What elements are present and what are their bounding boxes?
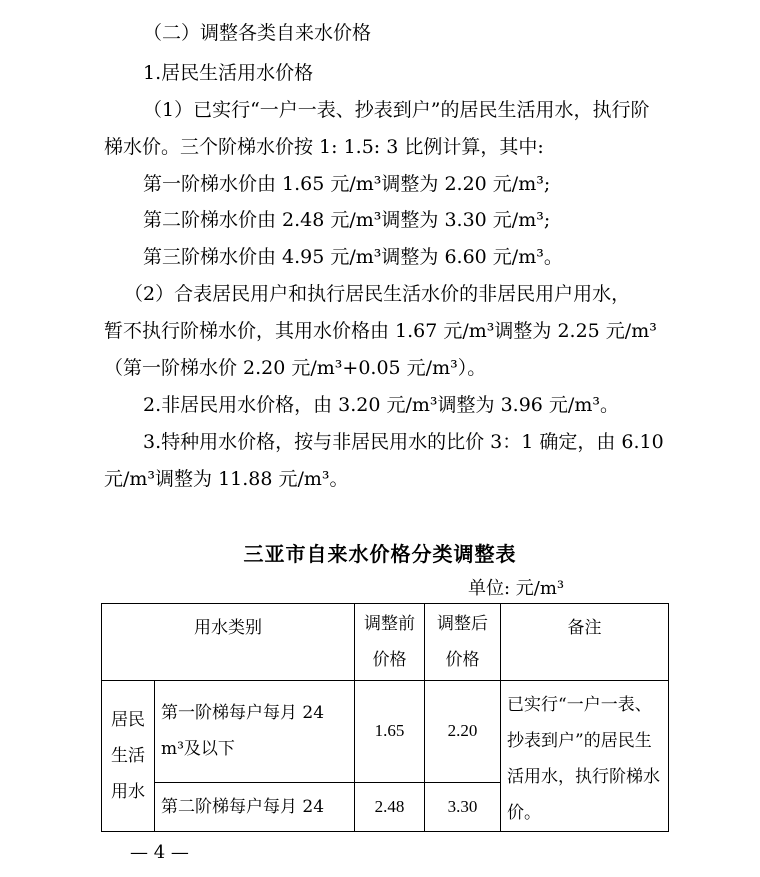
item2-nonresidential: 2.非居民用水价格，由 3.20 元/m³调整为 3.96 元/m³。 [143, 394, 619, 416]
row1-category: 第一阶梯每户每月 24 m³及以下 [155, 681, 355, 783]
paragraph1-line2: 梯水价。三个阶梯水价按 1: 1.5: 3 比例计算，其中: [104, 136, 544, 158]
tier2-price: 第二阶梯水价由 2.48 元/m³调整为 3.30 元/m³; [143, 209, 551, 231]
row2-before: 2.48 [355, 782, 425, 831]
table-title: 三亚市自来水价格分类调整表 [243, 542, 517, 566]
tier3-price: 第三阶梯水价由 4.95 元/m³调整为 6.60 元/m³。 [143, 246, 563, 268]
paragraph1-line1: （1）已实行“一户一表、抄表到户”的居民生活用水，执行阶 [143, 99, 650, 121]
table-row [102, 681, 669, 783]
section-heading: （二）调整各类自来水价格 [143, 22, 372, 44]
paragraph2-line2: 暂不执行阶梯水价，其用水价格由 1.67 元/m³调整为 2.25 元/m³ [104, 320, 657, 342]
row1-after: 2.20 [425, 681, 501, 783]
row-note: 已实行“一户一表、抄表到户”的居民生活用水，执行阶梯水价。 [501, 681, 669, 832]
tier1-price: 第一阶梯水价由 1.65 元/m³调整为 2.20 元/m³; [143, 173, 551, 195]
header-before: 调整前价格 [355, 604, 425, 681]
price-table [101, 603, 669, 832]
paragraph2-line3: （第一阶梯水价 2.20 元/m³+0.05 元/m³）。 [104, 357, 487, 379]
item3-line1: 3.特种用水价格，按与非居民用水的比价 3：1 确定，由 6.10 [143, 431, 664, 453]
header-category: 用水类别 [102, 604, 355, 681]
row2-category: 第二阶梯每户每月 24 [155, 782, 355, 831]
table-unit: 单位: 元/m³ [468, 578, 565, 599]
group-label: 居民生活用水 [102, 681, 155, 832]
item3-line2: 元/m³调整为 11.88 元/m³。 [104, 468, 349, 490]
header-after: 调整后价格 [425, 604, 501, 681]
page-number: — 4 — [130, 842, 189, 863]
item1-heading: 1.居民生活用水价格 [143, 62, 314, 84]
row1-before: 1.65 [355, 681, 425, 783]
row2-after: 3.30 [425, 782, 501, 831]
header-note: 备注 [501, 604, 669, 681]
paragraph2-line1: （2）合表居民用户和执行居民生活水价的非居民用户用水， [124, 283, 631, 305]
table-header-row [102, 604, 669, 681]
